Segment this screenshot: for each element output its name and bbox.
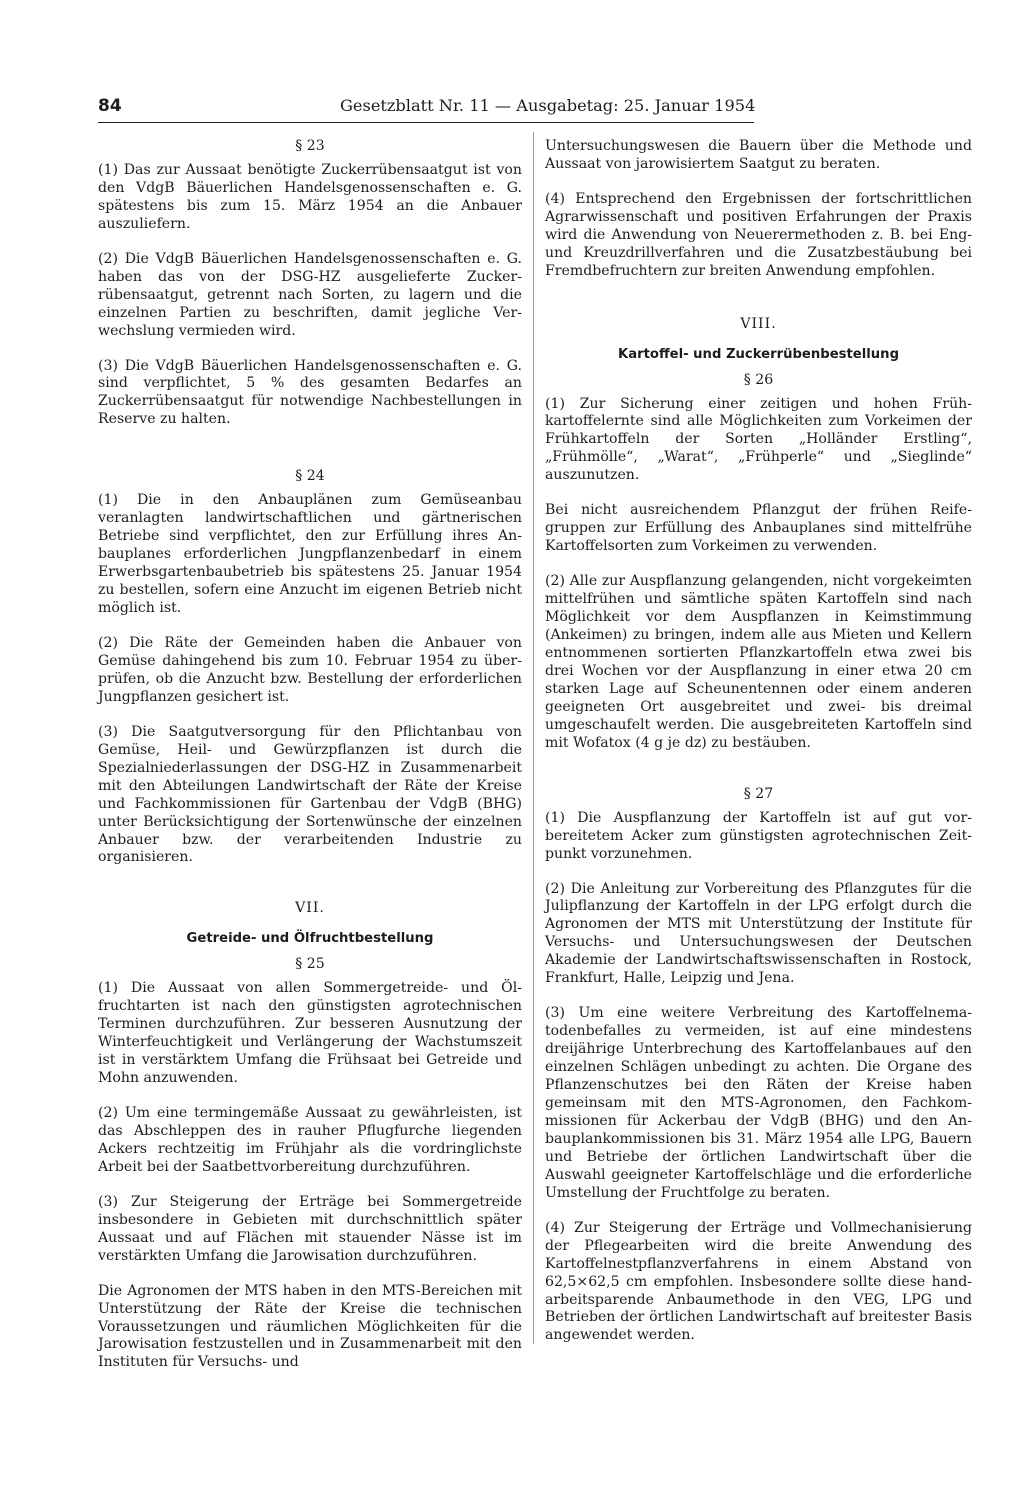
section-25-paragraph-5: (4) Entsprechend den Ergebnissen der fortschrittlichen Agrarwissenschaft und positiven Erfahrungen der Praxis wird die Anwendung von Neuerermethoden z. B. bei Eng- und Kreuzdrillverfahren und die Zusatzbestäubung bei Fremdbefruchtern zur breiten Anwendung empfohlen.: [545, 190, 972, 279]
section-26-paragraph-1: (1) Zur Sicherung einer zeitigen und hohen Frühkartoffelernte sind alle Möglichkeiten zum Vorkeimen der Frühkartoffeln der Sorten „Holländer Erstling“, „Frühmölle“, „Warat“, „Frühperle“ und „Sieglinde“ auszunutzen.: [545, 395, 972, 484]
section-27-paragraph-3: (3) Um eine weitere Verbreitung des Kartoffelnematodenbefalles zu vermeiden, ist auf eine mindestens dreijährige Unterbrechung des Kartoffelanbaues auf den einzelnen Schlägen unbedingt zu achten. Die Organe des Pflanzenschutzes bei den Räten der Kreise haben gemeinsam mit den MTS-Agronomen, den Fachkommissionen für Ackerbau der VdgB (BHG) und den Anbauplankommissionen bis 31. März 1954 alle LPG, Bauern und Betriebe der örtlichen Landwirtschaft über die Auswahl geeigneter Kartoffelschläge und die erforderliche Umstellung der Fruchtfolge zu beraten.: [545, 1005, 972, 1201]
section-23-paragraph-3: (3) Die VdgB Bäuerlichen Handelsgenossenschaften e. G. sind verpflichtet, 5 % des gesamten Bedarfes an Zuckerrübensaatgut für notwendige Nachbestellungen in Reserve zu halten.: [98, 357, 522, 428]
section-25-heading: § 25: [295, 956, 325, 973]
part-vii-numeral: VII.: [295, 900, 325, 917]
section-25-paragraph-4: Die Agronomen der MTS haben in den MTS-Bereichen mit Unterstützung der Räte der Kreise die technischen Voraussetzungen und räumlichen Möglichkeiten für die Jarowisation festzustellen und in Zusammenarbeit mit den Instituten für Versuchs- und: [98, 1282, 522, 1371]
part-vii-title: Getreide- und Ölfruchtbestellung: [186, 931, 434, 947]
section-26-heading: § 26: [743, 371, 774, 388]
page-number: 84: [98, 96, 122, 116]
section-25-paragraph-1: (1) Die Aussaat von allen Sommergetreide- und Ölfruchtarten ist nach den günstigsten agrotechnischen Terminen durchzuführen. Zur besseren Ausnutzung der Winterfeuchtigkeit und Verlängerung der Wachstumszeit ist in verstärktem Umfang die Frühsaat bei Getreide und Mohn anzuwenden.: [98, 980, 522, 1087]
right-column: [545, 138, 972, 1362]
section-27-paragraph-4: (4) Zur Steigerung der Erträge und Vollmechanisierung der Pflegearbeiten wird die breite Anwendung des Kartoffelnestpflanzverfahrens in einem Abstand von 62,5×62,5 cm empfohlen. Insbesondere sollte diese handarbeitsparende Anbaumethode in den VEG, LPG und Betrieben der örtlichen Landwirtschaft auf breitester Basis angewendet werden.: [545, 1219, 972, 1344]
section-27-paragraph-2: (2) Die Anleitung zur Vorbereitung des Pflanzgutes für die Julipflanzung der Kartoffeln in der LPG erfolgt durch die Agronomen der MTS mit Unterstützung der Institute für Versuchs- und Untersuchungswesen der Deutschen Akademie der Landwirtschaftswissenschaften in Rostock, Frankfurt, Halle, Leipzig und Jena.: [545, 880, 972, 987]
section-24-paragraph-2: (2) Die Räte der Gemeinden haben die Anbauer von Gemüse dahingehend bis zum 10. Februar 1954 zu überprüfen, ob die Anzucht bzw. Bestellung der erforderlichen Jungpflanzen gesichert ist.: [98, 634, 522, 705]
section-25-continuation: Untersuchungswesen die Bauern über die Methode und Aussaat von jarowisiertem Saatgut zu beraten.: [545, 138, 972, 172]
section-24-heading: § 24: [295, 468, 325, 485]
page-header: [98, 96, 754, 123]
section-27-heading: § 27: [743, 785, 774, 802]
section-25-paragraph-2: (2) Um eine termingemäße Aussaat zu gewährleisten, ist das Abschleppen des in rauher Pflugfurche liegenden Ackers rechtzeitig im Frühjahr als die vordringlichste Arbeit bei der Saatbettvorbereitung durchzuführen.: [98, 1104, 522, 1175]
left-column: [98, 138, 522, 1389]
section-25-paragraph-3: (3) Zur Steigerung der Erträge bei Sommergetreide insbesondere in Gebieten mit durchschnittlich später Aussaat und auf Flächen mit stauender Nässe ist im verstärkten Umfang die Jarowisation durchzuführen.: [98, 1193, 522, 1264]
section-26-paragraph-1b: Bei nicht ausreichendem Pflanzgut der frühen Reifegruppen zur Erfüllung des Anbauplanes sind mittelfrühe Kartoffelsorten zum Vorkeimen zu verwenden.: [545, 502, 972, 555]
section-24-paragraph-1: (1) Die in den Anbauplänen zum Gemüseanbau veranlagten landwirtschaftlichen und gärtnerischen Betriebe sind verpflichtet, den zur Erfüllung ihres Anbauplanes erforderlichen Jungpflanzenbedarf in einem Erwerbsgartenbaubetrieb bis spätestens 25. Januar 1954 zu bestellen, sofern eine Anzucht im eigenen Betrieb nicht möglich ist.: [98, 492, 522, 617]
part-viii-numeral: VIII.: [740, 315, 777, 332]
column-divider: [533, 132, 534, 1344]
section-27-paragraph-1: (1) Die Auspflanzung der Kartoffeln ist auf gut vorbereitetem Acker zum günstigsten agrotechnischen Zeitpunkt vorzunehmen.: [545, 809, 972, 862]
section-23-heading: § 23: [295, 138, 325, 154]
section-23-paragraph-2: (2) Die VdgB Bäuerlichen Handelsgenossenschaften e. G. haben das von der DSG-HZ ausgelieferte Zuckerrübensaatgut, getrennt nach Sorten, zu lagern und die einzelnen Partien zu beschriften, damit jegliche Verwechslung vermieden wird.: [98, 250, 522, 339]
section-24-paragraph-3: (3) Die Saatgutversorgung für den Pflichtanbau von Gemüse, Heil- und Gewürzpflanzen ist durch die Spezialniederlassungen der DSG-HZ in Zusammenarbeit mit den Abteilungen Landwirtschaft der Räte der Kreise und Fachkommissionen für Gartenbau der VdgB (BHG) unter Berücksichtigung der Sortenwünsche der einzelnen Anbauer bzw. der verarbeitenden Industrie zu organisieren.: [98, 723, 522, 866]
section-23-paragraph-1: (1) Das zur Aussaat benötigte Zuckerrübensaatgut ist von den VdgB Bäuerlichen Handelsgenossenschaften e. G. spätestens bis zum 15. März 1954 an die Anbauer auszuliefern.: [98, 161, 522, 232]
section-26-paragraph-2: (2) Alle zur Auspflanzung gelangenden, nicht vorgekeimten mittelfrühen und sämtliche späten Kartoffeln sind nach Möglichkeit vor dem Auspflanzen in Keimstimmung (Ankeimen) zu bringen, indem alle aus Mieten und Kellern entnommenen sortierten Pflanzkartoffeln etwa zwei bis drei Wochen vor der Auspflanzung in einer etwa 20 cm starken Lage auf Scheunentennen oder einem anderen geeigneten Ort ausgebreitet und zwei- bis dreimal umgeschaufelt werden. Die ausgebreiteten Kartoffeln sind mit Wofatox (4 g je dz) zu bestäuben.: [545, 573, 972, 751]
part-viii-title: Kartoffel- und Zuckerrübenbestellung: [617, 346, 900, 362]
publication-title: Gesetzblatt Nr. 11 — Ausgabetag: 25. Januar 1954: [340, 96, 756, 115]
